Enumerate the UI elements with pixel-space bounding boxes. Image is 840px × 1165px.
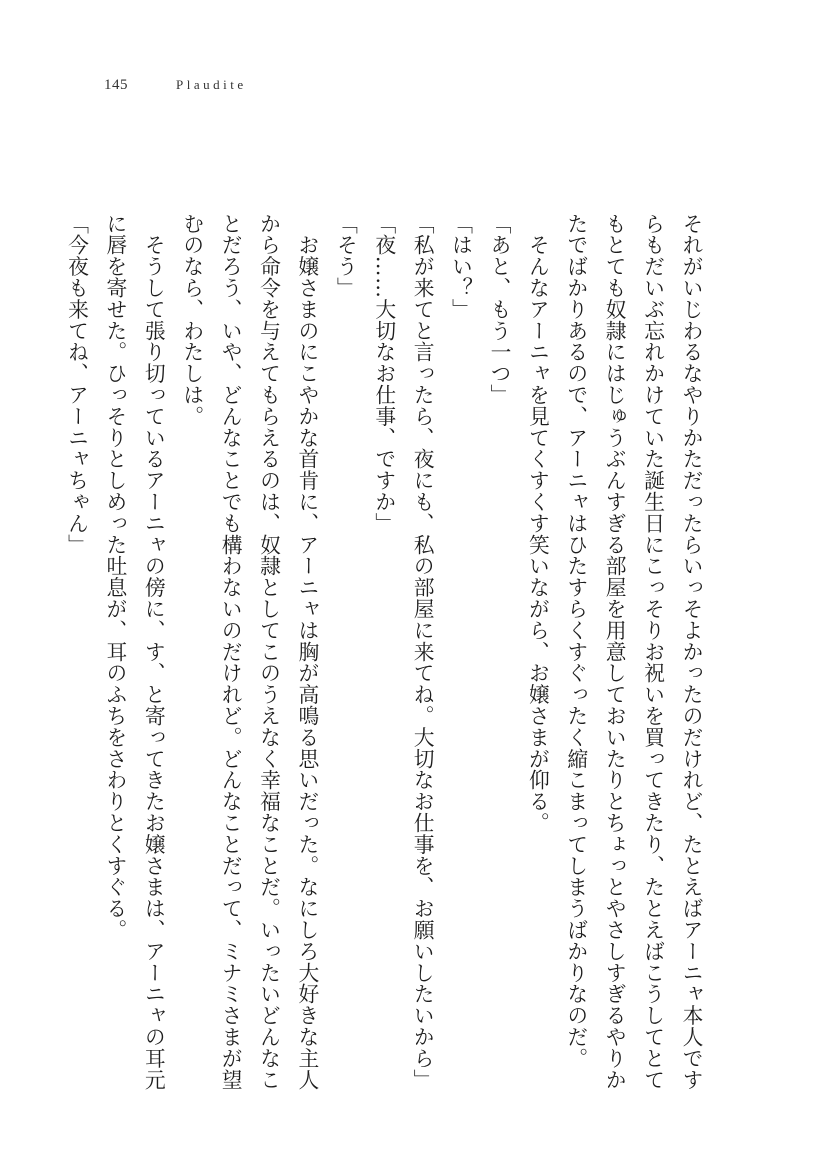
page-number: 145	[104, 77, 128, 93]
paragraph-3: お嬢さまのにこやかな首肯に、アーニャは胸が高鳴る思いだった。なにしろ大好きな主人から命令を与えてもらえるのは、奴隷としてこのうえなく幸福なことだ。いったいどんなことだろう、いや、どんなことでも構わないのだけれど。どんなことだって、ミナミさまが望むのなら、わたしは。	[179, 213, 319, 1091]
dialogue-line-1: 「あと、もう一つ」	[486, 213, 511, 406]
paragraph-4: そうして張り切っているアーニャの傍に、す、と寄ってきたお嬢さまは、アーニャの耳元に唇を寄せた。ひっそりとしめった吐息が、耳のふちをさわりとくすぐる。	[102, 213, 166, 1091]
running-header	[104, 77, 247, 101]
vertical-body-text	[64, 213, 710, 1093]
dialogue-line-2: 「はい？」	[448, 213, 473, 320]
book-title: Plaudite	[176, 77, 247, 92]
dialogue-line-4: 「夜……大切なお仕事、ですか」	[371, 213, 396, 534]
dialogue-line-3: 「私が来てと言ったら、夜にも、私の部屋に来てね。大切なお仕事を、お願いしたいから」	[410, 213, 435, 1091]
paragraph-2: そんなアーニャを見てくすくす笑いながら、お嬢さまが仰る。	[525, 213, 550, 834]
dialogue-line-6: 「今夜も来てね、アーニャちゃん」	[64, 213, 89, 556]
dialogue-line-5: 「そう」	[333, 213, 358, 299]
paragraph-1: それがいじわるなやりかただったらいっそよかったのだけれど、たとえばアーニャ本人ですらもだいぶ忘れかけていた誕生日にこっそりお祝いを買ってきたり、たとえばこうしてとてもとても奴隷にはじゅうぶんすぎる部屋を用意しておいたりとちょっとやさしすぎるやりかたでばかりあるので、アーニャはひたすらくすぐったく縮こまってしまうばかりなのだ。	[563, 213, 703, 1091]
